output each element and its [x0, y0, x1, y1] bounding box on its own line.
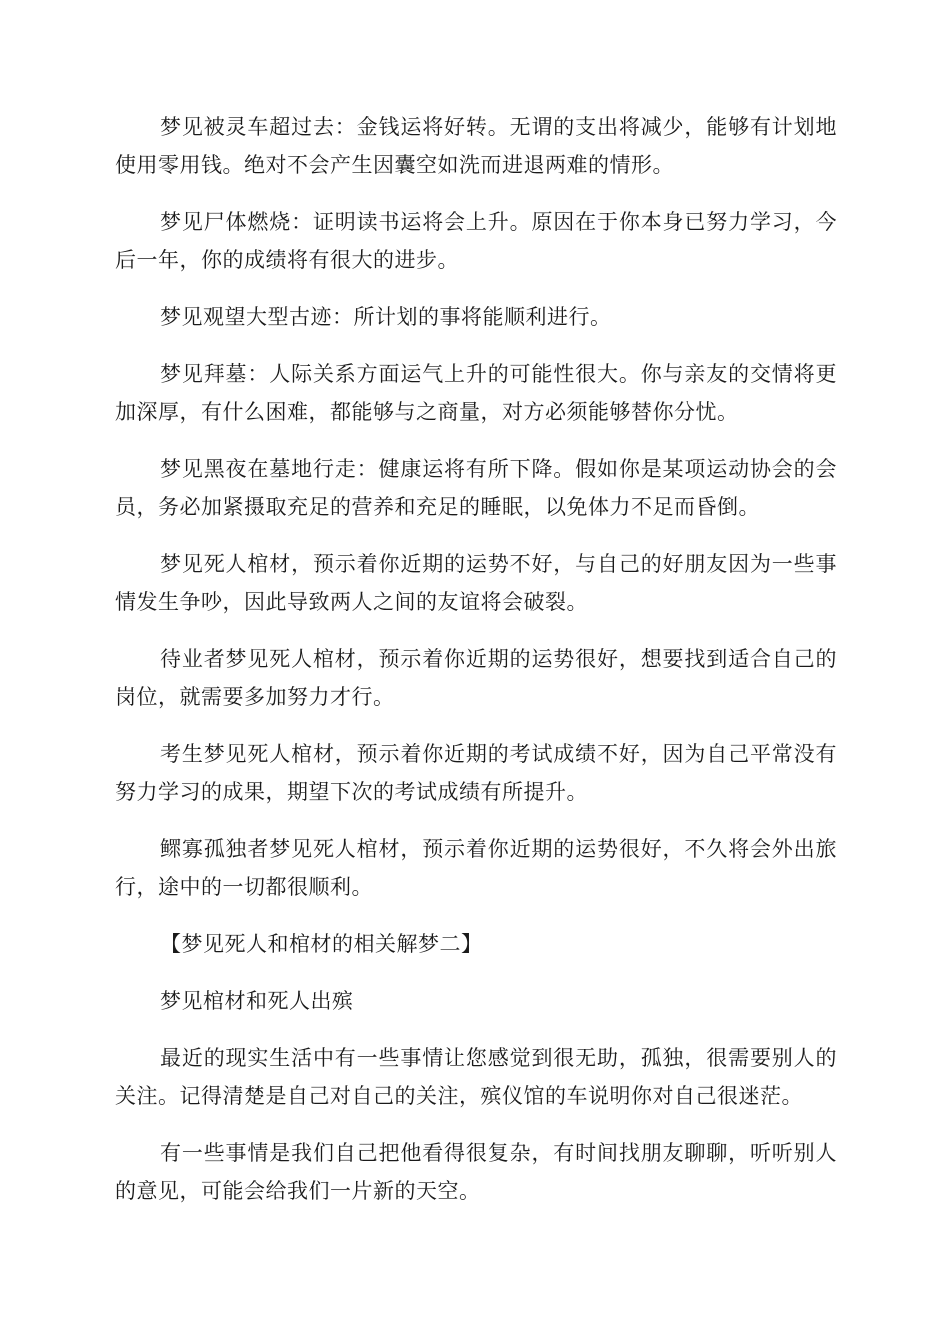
paragraph-5: 梦见黑夜在墓地行走：健康运将有所下降。假如你是某项运动协会的会员，务必加紧摄取充足的营养和充足的睡眠，以免体力不足而昏倒。	[115, 457, 837, 519]
paragraph-4: 梦见拜墓：人际关系方面运气上升的可能性很大。你与亲友的交情将更加深厚，有什么困难，都能够与之商量，对方必须能够替你分忧。	[115, 362, 837, 424]
paragraph-7: 待业者梦见死人棺材，预示着你近期的运势很好，想要找到适合自己的岗位，就需要多加努力才行。	[115, 647, 837, 709]
paragraph-3: 梦见观望大型古迹：所计划的事将能顺利进行。	[160, 305, 612, 329]
paragraph-10: 最近的现实生活中有一些事情让您感觉到很无助，孤独，很需要别人的关注。记得清楚是自己对自己的关注，殡仪馆的车说明你对自己很迷茫。	[115, 1046, 837, 1108]
paragraph-8: 考生梦见死人棺材，预示着你近期的考试成绩不好，因为自己平常没有努力学习的成果，期望下次的考试成绩有所提升。	[115, 742, 837, 804]
paragraph-6: 梦见死人棺材，预示着你近期的运势不好，与自己的好朋友因为一些事情发生争吵，因此导致两人之间的友谊将会破裂。	[115, 552, 837, 614]
paragraph-1: 梦见被灵车超过去：金钱运将好转。无谓的支出将减少，能够有计划地使用零用钱。绝对不会产生因囊空如洗而进退两难的情形。	[115, 115, 837, 177]
paragraph-9: 鳏寡孤独者梦见死人棺材，预示着你近期的运势很好，不久将会外出旅行，途中的一切都很顺利。	[115, 837, 837, 899]
subheading: 梦见棺材和死人出殡	[160, 989, 354, 1013]
paragraph-2: 梦见尸体燃烧：证明读书运将会上升。原因在于你本身已努力学习，今后一年，你的成绩将有很大的进步。	[115, 210, 837, 272]
section-heading: 【梦见死人和棺材的相关解梦二】	[160, 932, 483, 956]
document-body	[115, 108, 837, 1229]
paragraph-11: 有一些事情是我们自己把他看得很复杂，有时间找朋友聊聊，听听别人的意见，可能会给我们一片新的天空。	[115, 1141, 837, 1203]
